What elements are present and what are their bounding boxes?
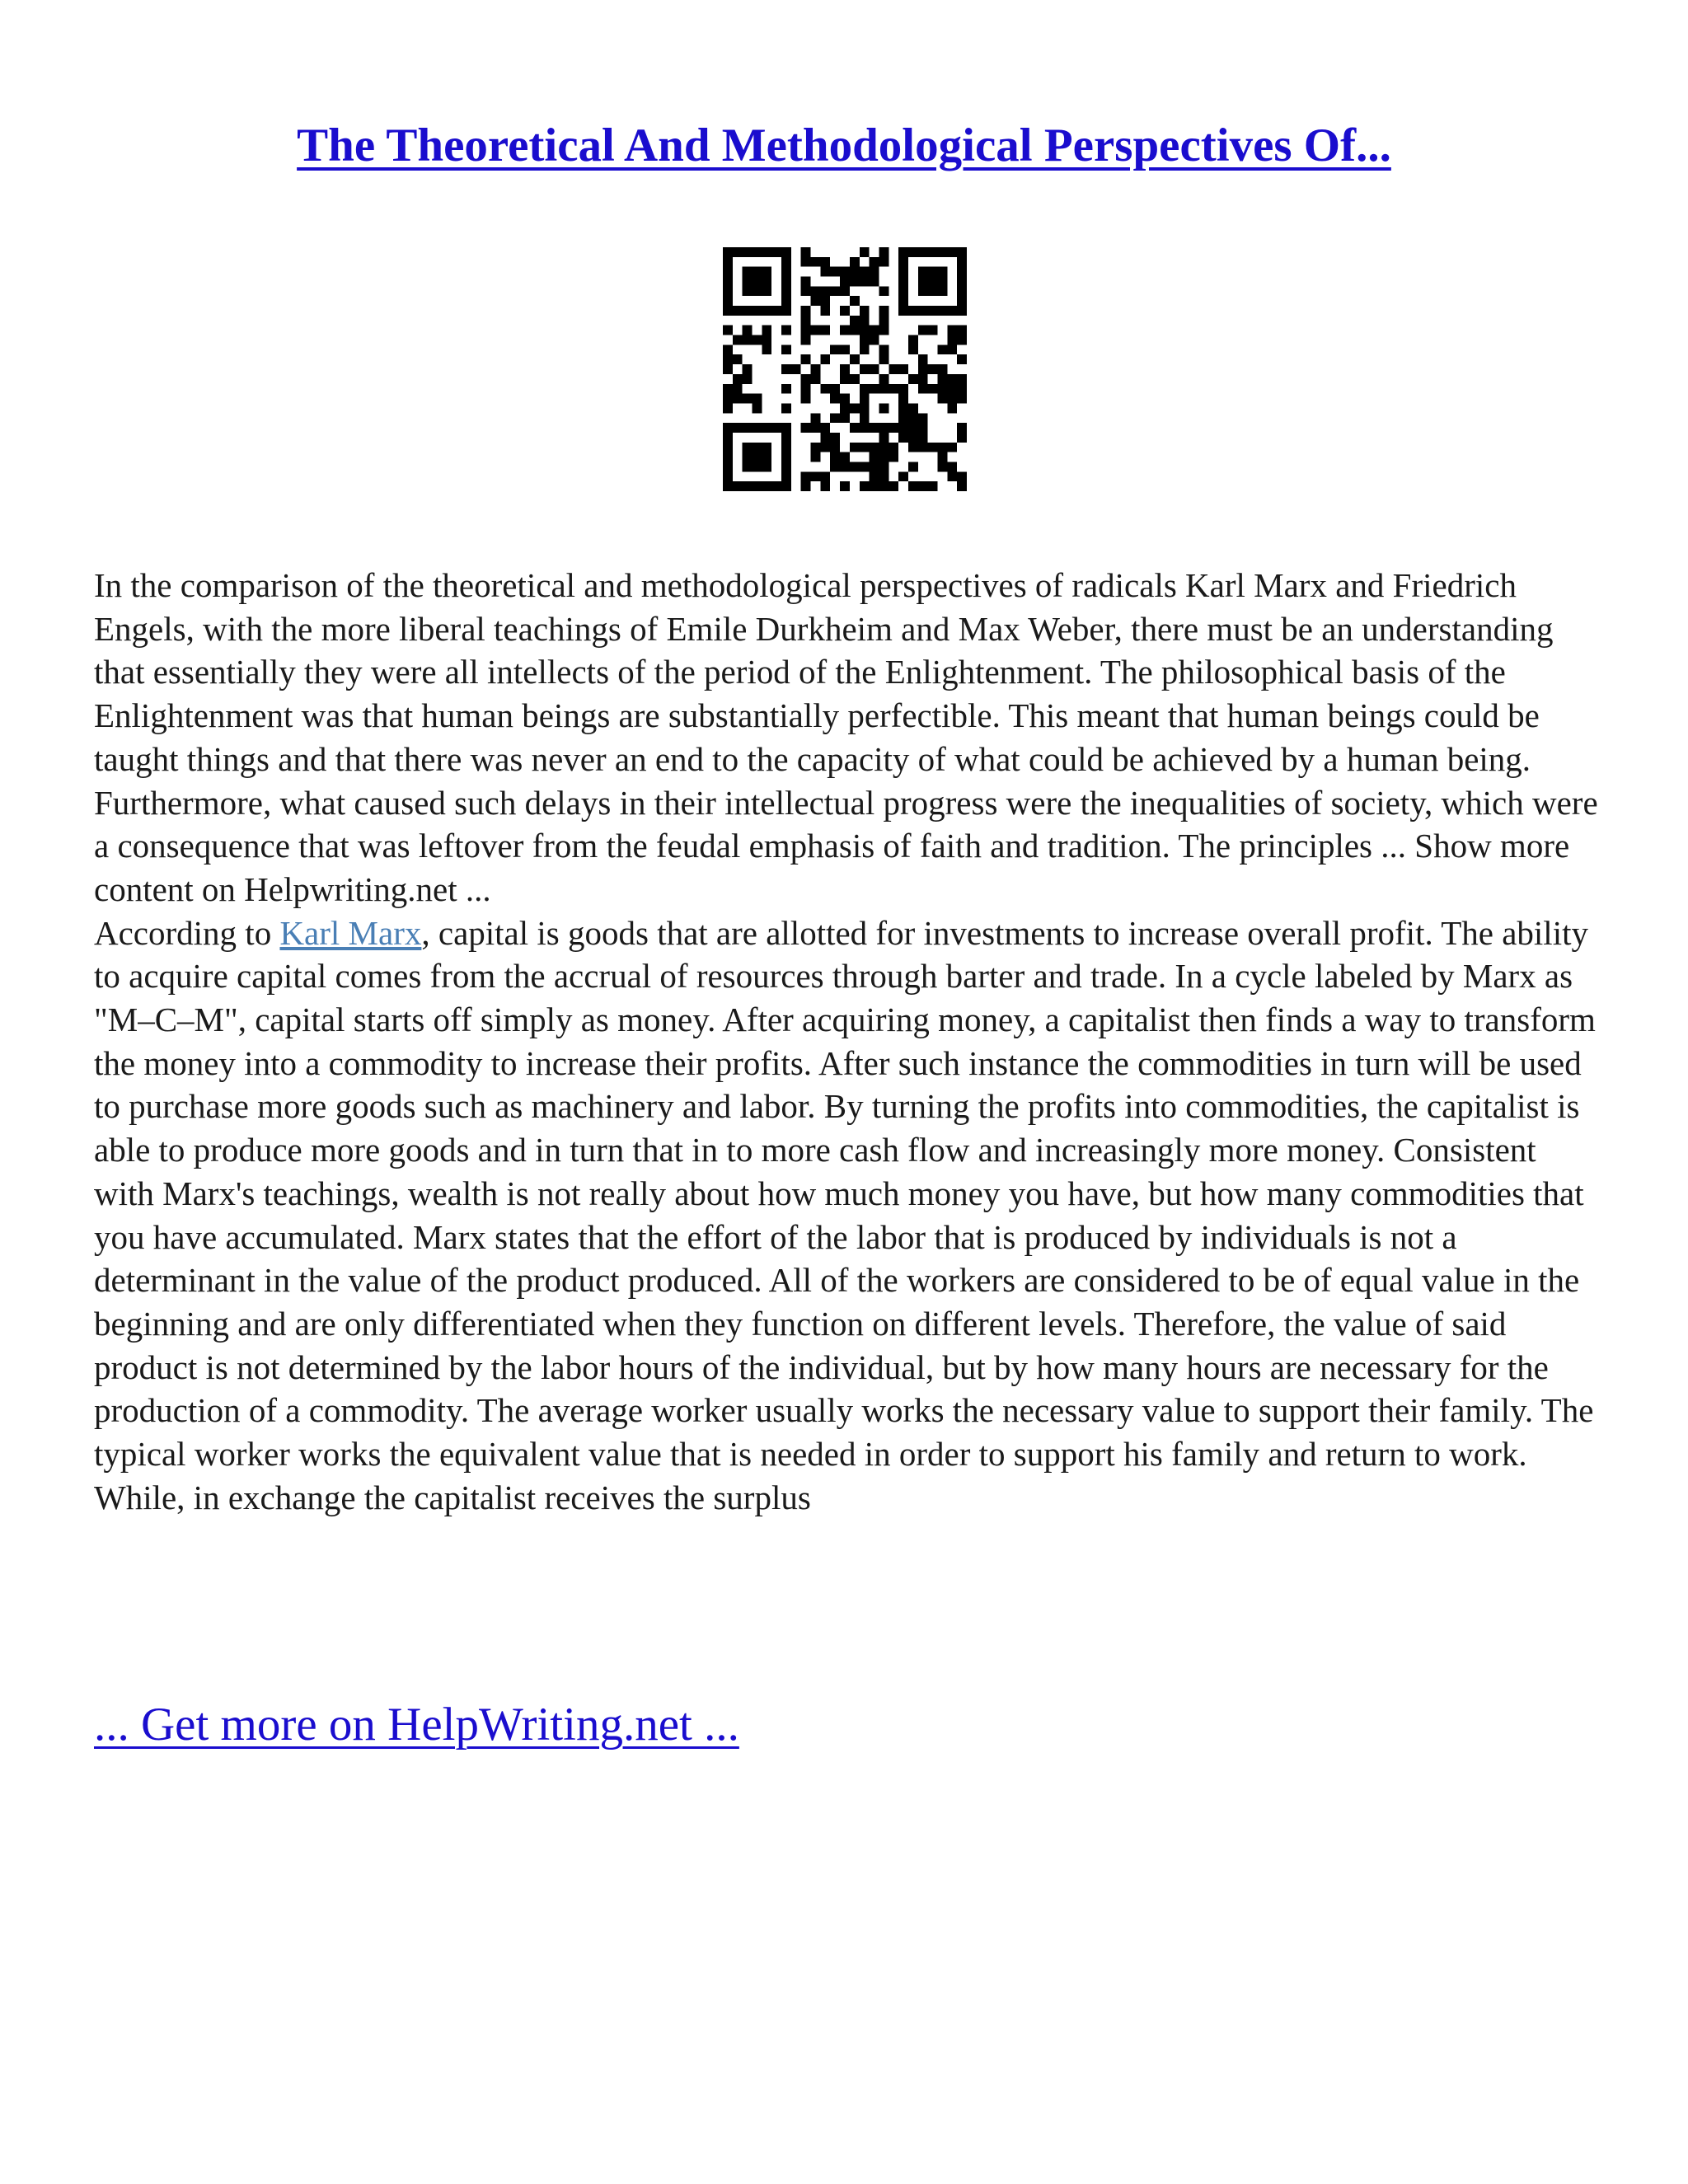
more-link-line	[94, 1696, 739, 1754]
title-link[interactable]: The Theoretical And Methodological Perspectives Of...	[297, 120, 1391, 171]
page-title	[0, 115, 1688, 176]
qr-code-icon	[723, 247, 967, 491]
paragraph-2-prefix: According to	[94, 913, 280, 952]
paragraph-2-rest: , capital is goods that are allotted for investments to increase overall profit. The ability to acquire capital comes from the accrual of resources through barter and trade. In a cycle labeled by Marx as "M–C–M", capital starts off simply as money. After acquiring money, a capitalist then finds a way to transform the money into a commodity to increase their profits. After such instance the commodities in turn will be used to purchase more goods such as machinery and labor. By turning the profits into commodities, the capitalist is able to produce more goods and in turn that in to more cash flow and increasingly more money. Consistent with Marx's teachings, wealth is not really about how much money you have, but how many commodities that you have accumulated. Marx states that the effort of the labor that is produced by individuals is not a determinant in the value of the product produced. All of the workers are considered to be of equal value in the beginning and are only differentiated when they function on different levels. Therefore, the value of said product is not determined by the labor hours of the individual, but by how many hours are necessary for the production of a commodity. The average worker usually works the necessary value to support their family. The typical worker works the equivalent value that is needed in order to support his family and return to work. While, in exchange the capitalist receives the surplus	[94, 913, 1596, 1516]
article-body	[94, 564, 1602, 1519]
paragraph-1: In the comparison of the theoretical and methodological perspectives of radicals Karl Marx and Friedrich Engels, with the more liberal teachings of Emile Durkheim and Max Weber, there must be an understanding that essentially they were all intellects of the period of the Enlightenment. The philosophical basis of the Enlightenment was that human beings are substantially perfectible. This meant that human beings could be taught things and that there was never an end to the capacity of what could be achieved by a human being. Furthermore, what caused such delays in their intellectual progress were the inequalities of society, which were a consequence that was leftover from the feudal emphasis of faith and tradition. The principles ... Show more content on Helpwriting.net ...	[94, 566, 1598, 908]
get-more-link[interactable]: ... Get more on HelpWriting.net ...	[94, 1699, 739, 1750]
paragraph-2	[94, 912, 1602, 1520]
karl-marx-link[interactable]: Karl Marx	[279, 913, 422, 952]
